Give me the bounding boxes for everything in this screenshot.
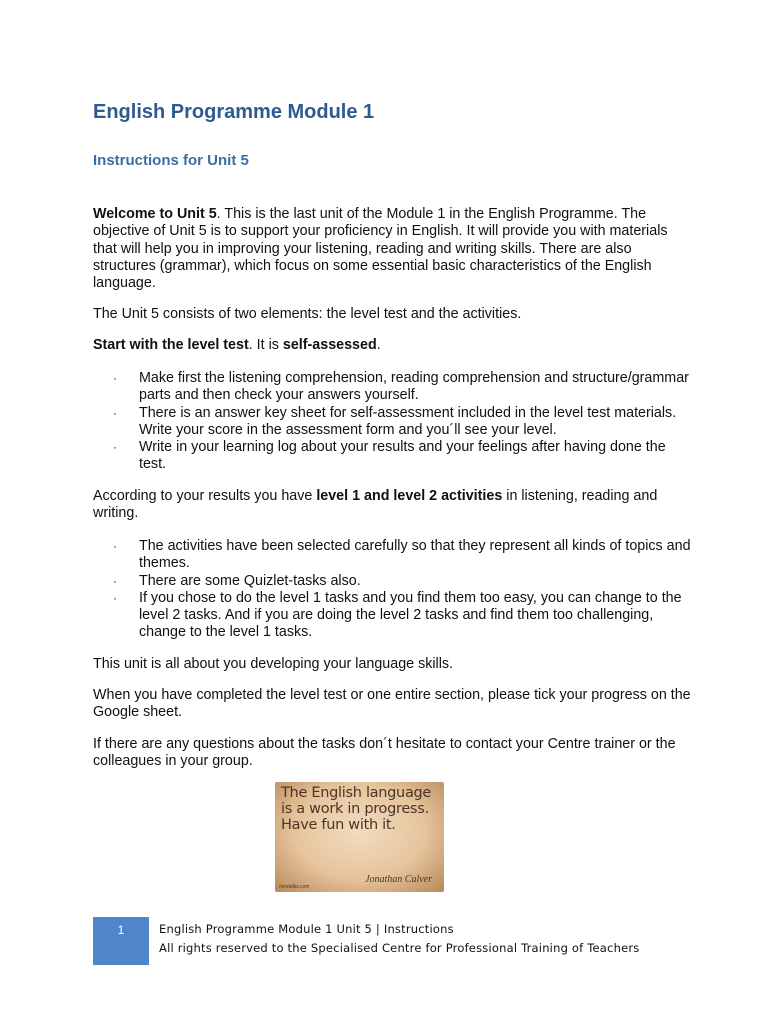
list-item-text: The activities have been selected carefully so that they represent all kinds of topics and themes. xyxy=(139,538,691,572)
start-end: . xyxy=(376,337,381,353)
footer-title: English Programme Module 1 Unit 5 | Instructions xyxy=(159,922,454,936)
questions-paragraph: If there are any questions about the tasks don´t hesitate to contact your Centre trainer or the colleagues in your group. xyxy=(93,736,676,770)
bullet-mark: · xyxy=(113,405,117,420)
footer-page-box xyxy=(93,917,149,965)
list-item xyxy=(93,538,693,573)
document-subtitle: Instructions for Unit 5 xyxy=(93,152,249,169)
bullet-mark: · xyxy=(113,573,117,588)
start-mid: . It is xyxy=(248,337,283,353)
progress-paragraph: When you have completed the level test or one entire section, please tick your progress on the Google sheet. xyxy=(93,687,691,721)
according-post: in listening, reading and writing. xyxy=(93,488,658,522)
list-item xyxy=(93,573,693,590)
self-assessed-bold: self-assessed xyxy=(282,337,377,353)
list-item xyxy=(93,590,693,642)
skills-paragraph: This unit is all about you developing your language skills. xyxy=(93,656,454,672)
list-item-text: Write in your learning log about your results and your feelings after having done the test. xyxy=(139,439,666,473)
quote-site: mextalks.com xyxy=(279,884,310,890)
list-item-text: Make first the listening comprehension, reading comprehension and structure/grammar parts and then check your answers yourself. xyxy=(139,370,689,404)
bullet-mark: · xyxy=(113,539,117,553)
elements-paragraph: The Unit 5 consists of two elements: the level test and the activities. xyxy=(93,306,522,322)
start-bold: Start with the level test xyxy=(93,337,249,353)
activities-bold: level 1 and level 2 activities xyxy=(316,488,503,504)
list-item xyxy=(93,439,693,474)
bullet-mark: · xyxy=(113,590,117,605)
page-number: 1 xyxy=(117,923,125,937)
quote-text: The English language is a work in progress. Have fun with it. xyxy=(281,785,432,833)
list-item-text: There is an answer key sheet for self-assessment included in the level test materials. Write your score in the assessment form and you´ll see your level. xyxy=(139,404,677,438)
list-item xyxy=(93,370,693,405)
according-pre: According to your results you have xyxy=(93,488,317,504)
activities-list xyxy=(93,538,693,642)
footer-rights: All rights reserved to the Specialised Centre for Professional Training of Teachers xyxy=(159,941,640,955)
welcome-bold: Welcome to Unit 5 xyxy=(93,206,217,222)
quote-author: Jonathan Culver xyxy=(365,874,432,885)
list-item-text: If you chose to do the level 1 tasks and you find them too easy, you can change to the level 2 tasks. And if you are doing the level 2 tasks and find them too challenging, change to the level 1 tasks. xyxy=(139,589,682,641)
bullet-mark: · xyxy=(113,440,117,455)
welcome-text: . This is the last unit of the Module 1 in the English Programme. The objective of Unit 5 is to support your proficiency in English. It will provide you with materials that will help you in improving your listening, reading and writing skills. There are also structures (grammar), which focus on some essential basic characteristics of the English language. xyxy=(93,206,668,292)
list-item-text: There are some Quizlet-tasks also. xyxy=(139,572,361,589)
level-test-list xyxy=(93,370,693,474)
according-paragraph xyxy=(93,488,693,523)
welcome-paragraph xyxy=(93,206,693,292)
document-title: English Programme Module 1 xyxy=(93,101,375,123)
bullet-mark: · xyxy=(113,371,117,385)
start-paragraph xyxy=(93,337,693,354)
quote-image xyxy=(275,782,444,892)
list-item xyxy=(93,405,693,440)
